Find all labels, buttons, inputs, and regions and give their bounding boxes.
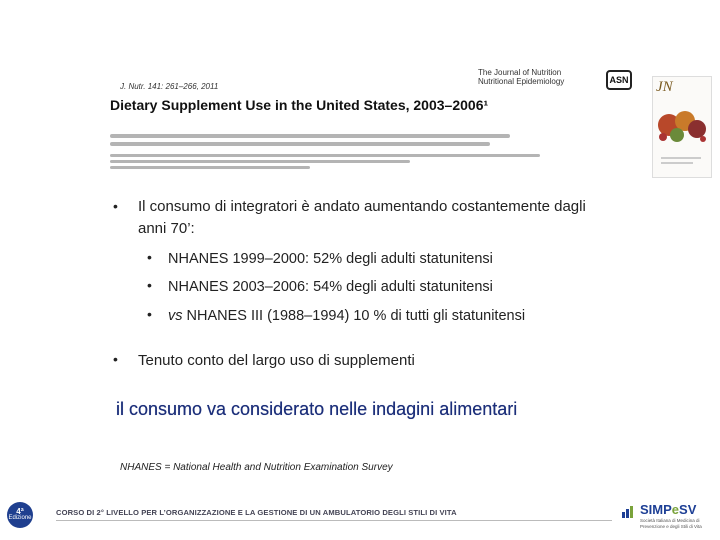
cover-text-line xyxy=(661,157,701,159)
sub-bullet-marker: • xyxy=(147,277,152,293)
simpesv-logo xyxy=(640,502,696,517)
edition-badge xyxy=(7,502,33,528)
simpesv-subtitle: Società Italiana di Medicina di Prevenzione e degli Stili di Vita xyxy=(640,518,702,529)
sub-bullet-text xyxy=(168,248,608,270)
sub-bullet-body: NHANES 2003–2006: 54% degli adulti statunitensi xyxy=(168,279,493,295)
cover-title: JN xyxy=(656,79,673,95)
sub-bullet-text xyxy=(168,276,608,298)
logo-end: SV xyxy=(679,502,697,517)
sub-bullet-marker: • xyxy=(147,249,152,265)
sub-bullet-prefix: vs xyxy=(168,308,183,324)
article-citation: J. Nutr. 141: 261–266, 2011 xyxy=(120,82,219,91)
emphasis-statement: il consumo va considerato nelle indagini alimentari xyxy=(116,399,518,419)
asn-logo: ASN xyxy=(606,70,632,90)
sub-bullet-text xyxy=(168,305,608,327)
simpesv-logo-icon xyxy=(622,504,636,518)
bullet-marker: • xyxy=(113,351,118,367)
article-clipping xyxy=(100,62,629,180)
cover-text-line xyxy=(661,162,693,164)
authors-line xyxy=(110,134,510,138)
slide-footer xyxy=(0,496,720,540)
edition-label: Edizione xyxy=(8,515,32,521)
course-title: CORSO DI 2° LIVELLO PER L’ORGANIZZAZIONE E LA GESTIONE DI UN AMBULATORIO DEGLI STILI DI VITA xyxy=(56,508,457,517)
article-title: Dietary Supplement Use in the United States, 2003–2006¹ xyxy=(110,97,489,113)
journal-cover-image-icon xyxy=(655,105,709,143)
sub-bullet-marker: • xyxy=(147,306,152,322)
journal-cover xyxy=(652,76,712,178)
journal-name: The Journal of Nutrition Nutritional Epidemiology xyxy=(478,68,565,86)
sub-bullet-body: NHANES 1999–2000: 52% degli adulti statunitensi xyxy=(168,251,493,267)
logo-main: SIMP xyxy=(640,502,672,517)
footer-divider xyxy=(56,520,612,521)
bullet-text: Tenuto conto del largo uso di supplementi xyxy=(138,352,415,369)
affiliation-line xyxy=(110,160,410,163)
logo-e: e xyxy=(671,502,680,517)
affiliation-line xyxy=(110,154,540,157)
bullet-text: Il consumo di integratori è andato aumentando costantemente dagli anni 70’: xyxy=(138,198,586,237)
affiliation-line xyxy=(110,166,310,169)
edition-number: 4ª xyxy=(16,507,24,516)
authors-line xyxy=(110,142,490,146)
bullet-marker: • xyxy=(113,198,118,214)
footnote: NHANES = National Health and Nutrition Examination Survey xyxy=(120,462,393,473)
sub-bullet-body: NHANES III (1988–1994) 10 % di tutti gli statunitensi xyxy=(182,308,526,324)
